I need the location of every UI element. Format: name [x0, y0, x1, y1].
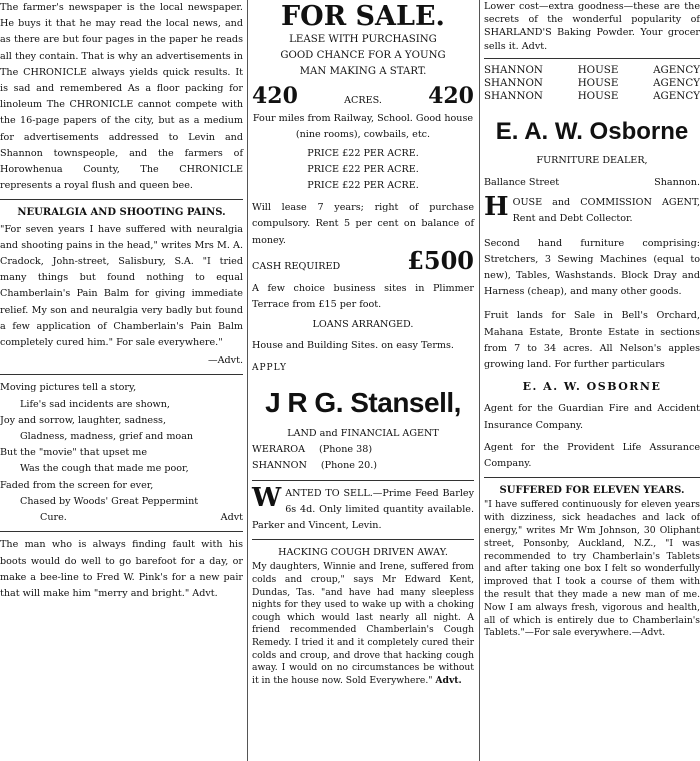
poem-advt: Advt [220, 512, 243, 524]
ballance-street: Ballance Street [484, 177, 560, 189]
osborne-name: E. A. W. Osborne [495, 117, 689, 145]
agency-word: AGENCY [653, 76, 700, 89]
sharland-ad [484, 0, 700, 53]
divider [484, 58, 700, 59]
phone-place: WERAROA [252, 444, 306, 456]
price-line: PRICE £22 PER ACRE. [307, 147, 419, 159]
lease-terms: Will lease 7 years; right of purchase compulsory. Rent 5 per cent on balance of money. [252, 202, 474, 246]
poem-line: Joy and sorrow, laughter, sadness, [0, 414, 166, 426]
column-1 [0, 0, 243, 604]
poem-line: Faded from the screen for ever, [0, 479, 154, 491]
divider [252, 480, 474, 481]
for-sale-heading: FOR SALE. [281, 1, 445, 32]
poem-line: Was the cough that made me poor, [20, 463, 189, 475]
wanted-body: ANTED TO SELL.—Prime Feed Barley 6s 4d. Only limited quantity available. Parker and Vincent, Levin. [252, 487, 474, 532]
agency-row [484, 90, 700, 103]
divider [484, 477, 700, 478]
poem-end [0, 510, 243, 526]
divider [0, 531, 243, 532]
phone-row [252, 442, 474, 458]
lease-line: GOOD CHANCE FOR A YOUNG [280, 50, 446, 61]
agency-word: SHANNON [484, 76, 543, 89]
house-body: OUSE and COMMISSION AGENT, Rent and Debt Collector. [512, 197, 700, 225]
acres-label: ACRES. [344, 95, 382, 106]
eleven-years-body: "I have suffered continuously for eleven years with dizziness, sick headaches and lack of energy," writes Mr Wm Johnson, 30 Oliphant street, Ponsonby, Auckland, N.Z., "I was recommended to try Chamberlain's Tablets and after taking one box I felt so wonderfully improved that I took a course of them with the result that they made a new man of me. Now I am always fresh, vigorous and health, all of which is entirely due to Chamberlain's Tablets."—For sale everywhere.—Advt. [484, 499, 700, 639]
phone-number: (Phone 38) [319, 444, 373, 456]
house-drop-cap: H [484, 192, 509, 223]
acres-number-right: 420 [428, 83, 474, 109]
fruit-lands: Fruit lands for Sale in Bell's Orchard, Mahana Estate, Bronte Estate in sections from 7 to 34 acres. All Nelson's apples growing land. For further particulars [484, 310, 700, 371]
agency-word: SHANNON [484, 89, 543, 102]
hacking-body [252, 561, 474, 687]
divider [0, 199, 243, 200]
acres-row [252, 83, 474, 109]
agency-word: HOUSE [577, 63, 619, 76]
apply-label: APPLY [252, 362, 287, 373]
poem [0, 380, 243, 526]
sharland-advt: Advt. [521, 40, 548, 52]
agency-row [484, 64, 700, 77]
poem-line: Life's sad incidents are shown, [20, 398, 170, 410]
pink-boots-body: The man who is always finding fault with his boots would do well to go barefoot for a day, or make a bee-line to Fred W. Pink's for a new pair that will make him "merry and bright." [0, 539, 243, 599]
poem-last: Cure. [40, 512, 67, 524]
agency-word: AGENCY [653, 89, 700, 102]
stansell-name: J R G. Stansell, [265, 387, 461, 419]
shannon-house-agency [484, 64, 700, 103]
furniture-dealer: FURNITURE DEALER, [536, 154, 648, 166]
poem-line: But the "movie" that upset me [0, 447, 148, 459]
lease-line: LEASE WITH PURCHASING [289, 34, 437, 45]
phone-row [252, 458, 474, 474]
poem-line: Gladness, madness, grief and moan [20, 431, 194, 443]
poem-line: Moving pictures tell a story, [0, 382, 137, 394]
loans-arranged: LOANS ARRANGED. [312, 319, 414, 331]
agency-word: SHANNON [484, 63, 543, 76]
neuralgia-body: "For seven years I have suffered with neuralgia and shooting pains in the head," writes Mrs M. A. Cradock, John-street, Salisbury, S.A. "I tried many things but found nothing to equal Chamberlain's Pain Balm for giving immediate relief. My son and neuralgia very badly but found a few application of Chamberlain's Pain Balm completely cured him." For sale everywhere." [0, 223, 243, 349]
osborne-caps: E. A. W. OSBORNE [522, 380, 662, 394]
agency-word: HOUSE [577, 89, 619, 102]
divider [0, 374, 243, 375]
column-rule-2 [479, 0, 480, 761]
second-hand-furniture: Second hand furniture comprising: Stretchers, 3 Sewing Machines (equal to new), Tables, Washstands. Block Dray and Harness (cheap), and many other goods. [484, 237, 700, 298]
wanted-drop-cap: W [252, 482, 282, 513]
cash-label: CASH REQUIRED [252, 260, 341, 272]
wanted-ad [252, 482, 474, 535]
column-3 [484, 0, 700, 642]
farm-description: Four miles from Railway, School. Good house (nine rooms), cowbails, etc. [252, 113, 474, 141]
divider [252, 539, 474, 540]
phone-place: SHANNON [252, 460, 307, 472]
cash-amount: £500 [407, 245, 474, 275]
pink-boots-ad [0, 537, 243, 602]
shannon-town: Shannon. [654, 177, 700, 189]
agency-word: HOUSE [577, 76, 619, 89]
eleven-years-heading: SUFFERED FOR ELEVEN YEARS. [499, 485, 685, 497]
acres-number: 420 [252, 83, 298, 109]
farmers-newspaper-ad: The farmer's newspaper is the local newspaper. He buys it that he may read the local news, and as there are but four pages in the paper he reads all they contain. That is why an advertisements in The CHRONICLE always yields quick results. It is sad and remembered As a floor packing for linoleum The CHRONICLE cannot compete with the 16-page papers of the city, but as a medium for advertisements addressed to Levin and Shannon townspeople, and the farmers of Horowhenua County, The CHRONICLE represents a royal flush and queen bee. [0, 2, 243, 192]
neuralgia-advt: —Advt. [208, 355, 243, 367]
sharland-body: Lower cost—extra goodness—these are the secrets of the wonderful popularity of SHARLAND'S Baking Powder. Your grocer sells it. [484, 1, 700, 52]
hacking-heading: HACKING COUGH DRIVEN AWAY. [278, 547, 448, 559]
house-commission [484, 192, 700, 227]
pink-boots-advt: Advt. [192, 587, 218, 599]
neuralgia-heading: NEURALGIA AND SHOOTING PAINS. [17, 207, 226, 219]
business-sites: A few choice business sites in Plimmer Terrace from £15 per foot. [252, 283, 474, 311]
provident-insurance: Agent for the Provident Life Assurance Company. [484, 441, 700, 470]
price-line: PRICE £22 PER ACRE. [307, 163, 419, 175]
guardian-insurance: Agent for the Guardian Fire and Accident Insurance Company. [484, 403, 700, 431]
hacking-advt: Advt. [435, 674, 462, 686]
agency-word: AGENCY [653, 63, 700, 76]
phone-number: (Phone 20.) [320, 460, 377, 472]
lease-line: MAN MAKING A START. [299, 66, 427, 77]
column-2 [252, 0, 474, 689]
cash-required-row [252, 245, 474, 275]
hacking-text: My daughters, Winnie and Irene, suffered from colds and croup," says Mr Edward Kent, Dundas, Tas. "and have had many sleepless nights for they used to wake up with a choking cough which would last nearly all night. A friend recommended Chamberlain's Cough Remedy. I tried it and it completely cured their colds and croup, and drove that hacking cough away. I would on no circumstances be without it in the house now. Sold Everywhere." [252, 561, 474, 686]
address-row [484, 175, 700, 191]
agent-title: LAND and FINANCIAL AGENT [287, 428, 439, 440]
price-line: PRICE £22 PER ACRE. [307, 180, 419, 192]
agency-row [484, 77, 700, 90]
house-sites: House and Building Sites. on easy Terms. [252, 339, 454, 351]
column-rule-1 [247, 0, 248, 761]
poem-line: Chased by Woods' Great Peppermint [20, 495, 199, 507]
